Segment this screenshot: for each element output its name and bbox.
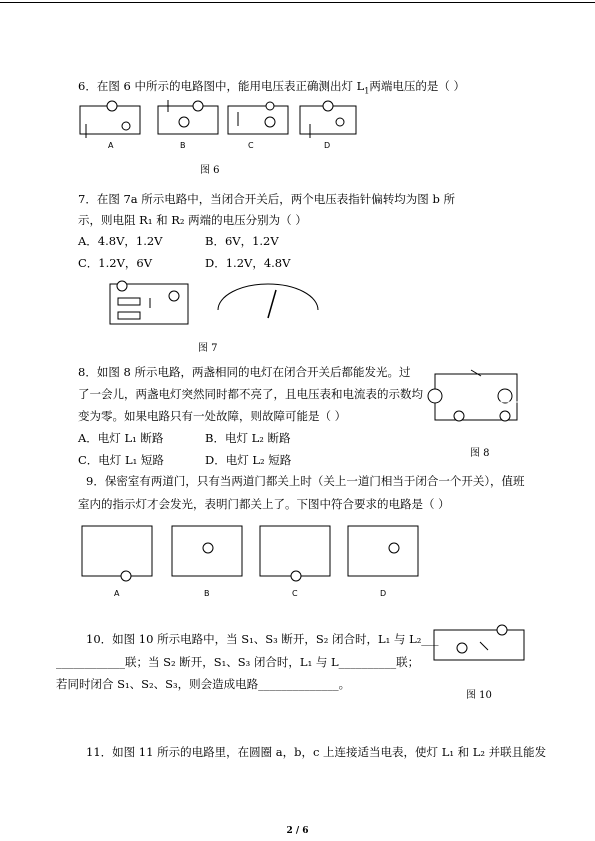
fig6d-lamp: [336, 118, 344, 126]
fig9b-lamp: [203, 543, 213, 553]
fig7a-resistor-r2: [118, 312, 140, 319]
fig9a-circuit: [82, 526, 152, 576]
fig8-caption: 图 8: [470, 448, 490, 459]
fig6c-circuit: [228, 106, 288, 134]
fig6b-lamp: [193, 101, 203, 111]
fig8-ammeter: [428, 389, 442, 403]
fig9c-circuit: [260, 526, 330, 576]
q8-option-b: B．电灯 L₂ 断路: [205, 431, 291, 445]
fig6-label-d: D: [324, 141, 331, 150]
figure-7: [108, 280, 328, 330]
fig10-circuit: [434, 630, 524, 660]
fig9d-lamp: [389, 543, 399, 553]
q8-option-c: C．电灯 L₁ 短路: [78, 453, 164, 467]
fig8-switch: [471, 370, 481, 376]
fig9-label-b: B: [204, 589, 210, 598]
fig7-caption: 图 7: [198, 343, 218, 354]
q8-option-a: A．电灯 L₁ 断路: [78, 431, 164, 445]
q9-line2: 室内的指示灯才会发光，表明门都关上了。下图中符合要求的电路是（ ）: [78, 497, 450, 511]
fig7b-meter-needle: [268, 290, 276, 318]
fig7a-resistor-r1: [118, 298, 140, 305]
q8-line3: 变为零。如果电路只有一处故障，则故障可能是（ ）: [78, 409, 347, 423]
q9-line1: 9．保密室有两道门，只有当两道门都关上时（关上一道门相当于闭合一个开关），值班: [86, 474, 525, 488]
fig10-caption: 图 10: [466, 690, 492, 701]
fig6-label-a: A: [108, 141, 114, 150]
figure-8: [425, 362, 525, 440]
fig6-caption: 图 6: [200, 165, 220, 176]
fig7a-voltmeter-v2: [117, 281, 127, 291]
figure-9: [78, 518, 438, 600]
header-rule: [0, 2, 595, 3]
q7-option-d: D．1.2V，4.8V: [205, 256, 291, 270]
fig6d-voltmeter: [323, 101, 333, 111]
q10-line2: ____________联；当 S₂ 断开，S₁、S₃ 闭合时，L₁ 与 L__________联；: [56, 655, 420, 669]
fig9c-lamp: [291, 571, 301, 581]
figure-6: [78, 100, 358, 150]
fig9a-lamp: [121, 571, 131, 581]
fig8-voltmeter: [498, 389, 512, 403]
fig6-label-b: B: [180, 141, 186, 150]
fig6b-voltmeter: [179, 117, 189, 127]
page-number: 2 / 6: [286, 826, 309, 836]
q6-stem: 6．在图 6 中所示的电路图中，能用电压表正确测出灯 $L_1$两端电压的是（ ）: [78, 79, 465, 96]
figure-10: [430, 622, 530, 672]
q11-line1: 11．如图 11 所示的电路里，在圆圈 a，b，c 上连接适当电表，使灯 L₁ 和 L₂ 并联且能发: [86, 745, 547, 759]
q8-line1: 8．如图 8 所示电路，两盏相同的电灯在闭合开关后都能发光。过: [78, 365, 411, 379]
fig10-switch-s2: [480, 642, 488, 650]
q8-option-d: D．电灯 L₂ 短路: [205, 453, 292, 467]
fig6a-lamp: [122, 122, 130, 130]
q7-line1: 7．在图 7a 所示电路中，当闭合开关后，两个电压表指针偏转均为图 b 所: [78, 192, 455, 206]
q7-option-a: A．4.8V，1.2V: [78, 234, 163, 248]
q7-option-c: C．1.2V，6V: [78, 256, 153, 270]
fig8-lamp-l2: [500, 411, 510, 421]
fig9-label-c: C: [292, 589, 298, 598]
fig6-label-c: C: [248, 141, 254, 150]
fig6c-voltmeter: [265, 117, 275, 127]
fig7b-meter-arc: [218, 284, 318, 310]
q10-line1: 10．如图 10 所示电路中，当 S₁、S₃ 断开，S₂ 闭合时，L₁ 与 L₂___: [86, 632, 439, 646]
fig10-lamp-l1: [457, 643, 467, 653]
fig6a-voltmeter: [107, 101, 117, 111]
fig9-label-a: A: [114, 589, 120, 598]
fig9-label-d: D: [380, 589, 387, 598]
fig6c-lamp: [266, 102, 274, 110]
q10-line3: 若同时闭合 S₁、S₂、S₃，则会造成电路______________。: [56, 677, 351, 691]
fig10-lamp-l2: [497, 625, 507, 635]
fig7a-voltmeter-v1: [169, 291, 179, 301]
q7-line2: 示，则电阻 R₁ 和 R₂ 两端的电压分别为（ ）: [78, 213, 307, 227]
fig8-lamp-l1: [454, 411, 464, 421]
q8-line2: 了一会儿，两盏电灯突然同时都不亮了，且电压表和电流表的示数均: [78, 387, 423, 401]
fig9d-circuit: [348, 526, 418, 576]
q7-option-b: B．6V，1.2V: [205, 234, 279, 248]
